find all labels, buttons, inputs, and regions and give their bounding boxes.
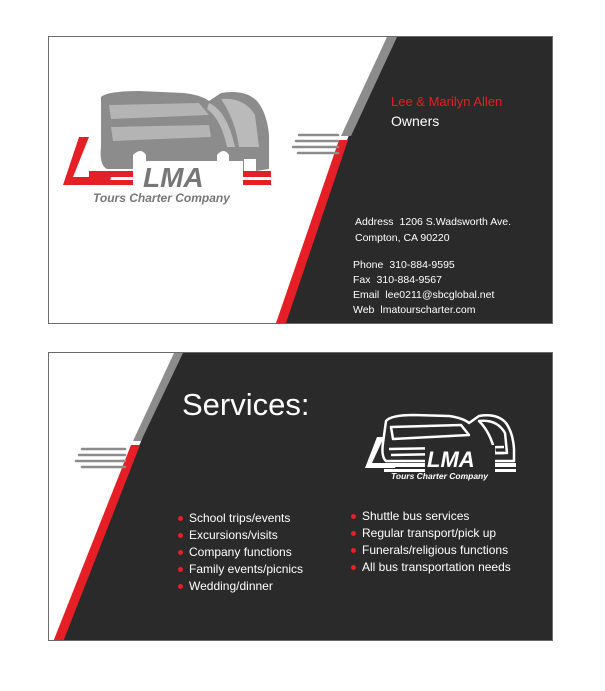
logo-brand-white: LMA xyxy=(427,447,475,472)
service-left-item xyxy=(176,561,303,578)
web-value: lmatourscharter.com xyxy=(380,304,476,316)
email-label: Email xyxy=(353,289,380,301)
bullet-dot-icon xyxy=(178,567,183,572)
front-card-background xyxy=(49,37,553,324)
web-label: Web xyxy=(353,304,375,316)
address-line-2: Compton, CA 90220 xyxy=(355,232,450,244)
services-list-right xyxy=(349,508,511,576)
service-left-label: Company functions xyxy=(189,545,292,559)
service-left-item xyxy=(176,578,303,595)
bullet-dot-icon xyxy=(351,565,356,570)
logo-tagline-white: Tours Charter Company xyxy=(391,471,488,481)
phone-row xyxy=(353,259,455,271)
service-left-item xyxy=(176,510,303,527)
bullet-dot-icon xyxy=(351,531,356,536)
speed-lines-icon xyxy=(76,449,125,467)
bullet-dot-icon xyxy=(351,548,356,553)
fax-label: Fax xyxy=(353,274,371,286)
service-right-label: All bus transportation needs xyxy=(362,560,511,574)
logo-brand: LMA xyxy=(143,162,204,193)
service-left-label: Wedding/dinner xyxy=(189,579,273,593)
phone-label: Phone xyxy=(353,259,384,271)
business-card-front xyxy=(48,36,553,324)
phone-value: 310-884-9595 xyxy=(389,259,455,271)
service-right-item xyxy=(349,508,511,525)
address-value-1: 1206 S.Wadsworth Ave. xyxy=(399,216,512,228)
service-right-label: Funerals/religious functions xyxy=(362,543,509,557)
bullet-dot-icon xyxy=(178,550,183,555)
address-label: Address xyxy=(355,216,394,228)
email-value: lee0211@sbcglobal.net xyxy=(385,289,495,301)
web-row xyxy=(353,304,476,316)
bullet-dot-icon xyxy=(178,584,183,589)
service-left-item xyxy=(176,544,303,561)
fax-row xyxy=(353,274,442,286)
bullet-dot-icon xyxy=(351,514,356,519)
service-left-label: School trips/events xyxy=(189,511,291,525)
service-left-item xyxy=(176,527,303,544)
speed-lines-icon xyxy=(293,135,338,153)
service-right-item xyxy=(349,542,511,559)
bullet-dot-icon xyxy=(178,516,183,521)
fax-value: 310-884-9567 xyxy=(376,274,442,286)
email-row xyxy=(353,289,494,301)
service-right-item xyxy=(349,559,511,576)
owner-name: Lee & Marilyn Allen xyxy=(391,94,503,109)
service-right-label: Shuttle bus services xyxy=(362,509,470,523)
services-list-left xyxy=(176,510,303,595)
service-left-label: Excursions/visits xyxy=(189,528,278,542)
business-card-back xyxy=(48,352,553,641)
services-title: Services: xyxy=(182,387,310,422)
service-left-label: Family events/picnics xyxy=(189,562,304,576)
logo-tagline: Tours Charter Company xyxy=(93,191,230,205)
address-line-1 xyxy=(355,216,511,228)
bullet-dot-icon xyxy=(178,533,183,538)
owner-title: Owners xyxy=(391,113,440,129)
service-right-item xyxy=(349,525,511,542)
service-right-label: Regular transport/pick up xyxy=(362,526,497,540)
